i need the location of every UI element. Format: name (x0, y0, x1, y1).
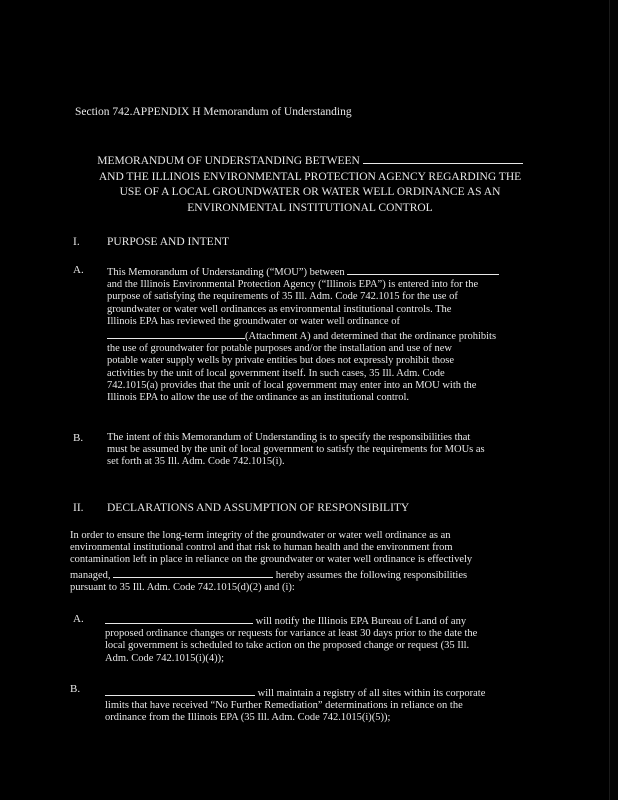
title-line-2: AND THE ILLINOIS ENVIRONMENTAL PROTECTION AGENCY REGARDING THE (98, 170, 522, 183)
section-number: I. (73, 236, 80, 248)
section-heading-1 (73, 236, 373, 250)
paragraph-label: A. (73, 613, 84, 625)
blank-line (107, 328, 245, 339)
section-heading-2 (73, 502, 473, 516)
document-title (70, 153, 550, 216)
paragraph-label: B. (70, 683, 81, 695)
paragraph-label: B. (73, 432, 84, 444)
paragraph-label: A. (73, 264, 84, 276)
paragraph-2a: will notify the Illinois EPA Bureau of Land of any proposed ordinance changes or requests for variance at least 30 days prior to the date the local government is scheduled to take action on the proposed change or request (35 Ill. Adm. Code 742.1015(i)(4)); (105, 613, 545, 665)
title-line-3: USE OF A LOCAL GROUNDWATER OR WATER WELL ORDINANCE AS AN (119, 186, 501, 198)
scan-edge (609, 0, 618, 800)
section-heading-text: PURPOSE AND INTENT (107, 236, 230, 248)
title-line-4: ENVIRONMENTAL INSTITUTIONAL CONTROL (187, 201, 433, 214)
blank-line (105, 613, 253, 624)
blank-line (347, 264, 499, 275)
blank-line (105, 685, 255, 696)
paragraph-2b: will maintain a registry of all sites within its corporate limits that have received “No Further Remediation” determinations in reliance on the ordinance from the Illinois EPA (35 Ill. Adm. Code 742.1015(i)(5)); (105, 685, 545, 725)
title-line-1: MEMORANDUM OF UNDERSTANDING BETWEEN (70, 153, 550, 170)
section-2-intro: In order to ensure the long-term integrity of the groundwater or water well ordinance as an environmental institutional control and that risk to human health and the environment from contamination left in place in reliance on the groundwater or water well ordinance is effectively managed, hereby assumes the following responsibilities pursuant to 35 Ill. Adm. Code 742.1015(d)(2) and (i): (70, 530, 473, 593)
paragraph-1a: This Memorandum of Understanding (“MOU”) between and the Illinois Environmental Protection Agency (“Illinois EPA”) is entered into for the purpose of satisfying the requirements of 35 Ill. Adm. Code 742.1015 for the use of groundwater or water well ordinances as environmental institutional controls. The Illinois EPA has reviewed the groundwater or water well ordinance of (Attachment A) and determined that the ordinance prohibits the use of groundwater for potable purposes and/or the installation and use of new potable water supply wells by private entities but does not expressly prohibit those activities by the unit of local government itself. In such cases, 35 Ill. Adm. Code 742.1015(a) provides that the unit of local government may enter into an MOU with the Illinois EPA to allow the use of the ordinance as an institutional control. (107, 264, 547, 404)
paragraph-1b: The intent of this Memorandum of Understanding is to specify the responsibilities that must be assumed by the unit of local government to satisfy the requirements for MOUs as set forth at 35 Ill. Adm. Code 742.1015(i). (107, 432, 485, 468)
blank-line (113, 567, 273, 578)
section-header: Section 742.APPENDIX H Memorandum of Understanding (75, 106, 352, 118)
blank-line (363, 153, 523, 164)
section-heading-text: DECLARATIONS AND ASSUMPTION OF RESPONSIBILITY (107, 502, 410, 514)
section-number: II. (73, 502, 84, 514)
